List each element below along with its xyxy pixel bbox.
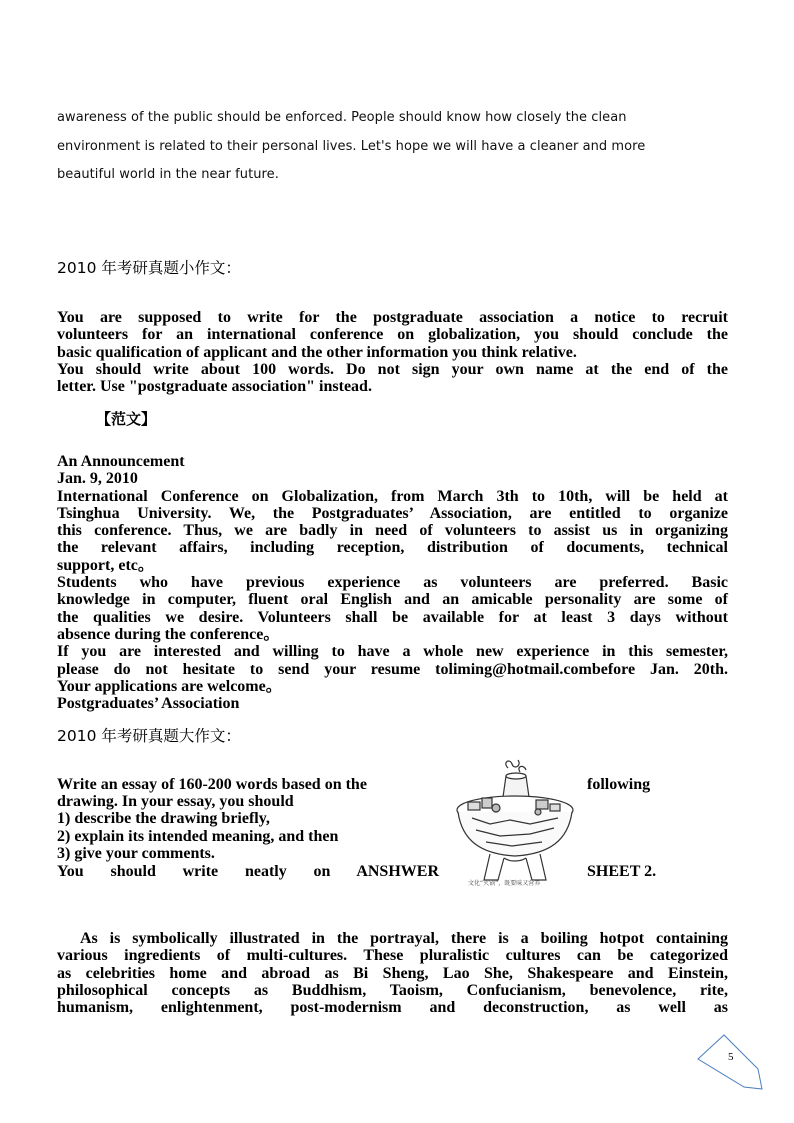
task1-line: basic qualification of applicant and the other information you think relative.: [57, 343, 577, 361]
intro-line: beautiful world in the near future.: [57, 167, 279, 182]
heading-large-composition: 2010 年考研真题大作文：: [57, 727, 241, 745]
essay-line: various ingredients of multi-cultures. These pluralistic cultures can be categorized: [57, 947, 728, 965]
intro-paragraph: [57, 104, 747, 190]
page-number: 5: [728, 1051, 734, 1063]
letter-line: Tsinghua University. We, the Postgraduates’ Association, are entitled to organize: [57, 504, 728, 522]
essay-paragraph: [57, 930, 728, 1016]
letter-line: this conference. Thus, we are badly in need of volunteers to assist us in organizing: [57, 522, 728, 540]
letter-line: please do not hesitate to send your resume toliming@hotmail.combefore Jan. 20th.: [57, 660, 728, 678]
letter-line: knowledge in computer, fluent oral English and an amicable personality are some of: [57, 591, 728, 609]
heading-small-composition: 2010 年考研真题小作文：: [57, 259, 241, 277]
task1-prompt: [57, 309, 728, 395]
letter-date: Jan. 9, 2010: [57, 470, 138, 488]
intro-line: environment is related to their personal lives. Let's hope we will have a cleaner and more: [57, 138, 646, 154]
task2-line: 2) explain its intended meaning, and then: [57, 828, 339, 845]
essay-line: philosophical concepts as Buddhism, Taoism, Confucianism, benevolence, rite,: [57, 981, 728, 999]
letter-title: An Announcement: [57, 453, 185, 470]
task2-line: 3) give your comments.: [57, 845, 215, 862]
task2-line: drawing. In your essay, you should: [57, 793, 294, 810]
letter-line: Students who have previous experience as volunteers are preferred. Basic: [57, 574, 728, 592]
hotpot-drawing: [450, 758, 580, 892]
letter-line: the relevant affairs, including reception, distribution of documents, technical: [57, 539, 728, 557]
hotpot-illustration: [450, 758, 580, 892]
letter-signature: Postgraduates’ Association: [57, 695, 240, 713]
page-number-frame: [696, 1033, 766, 1093]
intro-line: awareness of the public should be enforced. People should know how closely the clean: [57, 110, 627, 125]
task2-line: You should write neatly on ANSHWER: [57, 863, 439, 880]
announcement-letter: [57, 453, 728, 712]
essay-line: as celebrities home and abroad as Bi Sheng, Lao She, Shakespeare and Einstein,: [57, 964, 728, 982]
task1-line: letter. Use "postgraduate association" instead.: [57, 378, 372, 396]
letter-line: Your applications are welcome。: [57, 677, 282, 695]
letter-line: support, etc。: [57, 556, 154, 574]
task1-line: You should write about 100 words. Do not sign your own name at the end of the: [57, 360, 728, 378]
letter-line: If you are interested and willing to have a whole new experience in this semester,: [57, 643, 728, 661]
task1-line: You are supposed to write for the postgraduate association a notice to recruit: [57, 309, 728, 326]
essay-line: As is symbolically illustrated in the portrayal, there is a boiling hotpot containing: [57, 930, 728, 947]
letter-line: the qualities we desire. Volunteers shall be available for at least 3 days without: [57, 608, 728, 626]
illustration-caption: 文化“火锅”，既要味又营养: [468, 880, 541, 887]
essay-line: humanism, enlightenment, post-modernism and deconstruction, as well as: [57, 999, 728, 1017]
task2-line: Write an essay of 160-200 words based on the: [57, 776, 367, 793]
task2-line: SHEET 2.: [587, 863, 657, 880]
task1-line: volunteers for an international conference on globalization, you should conclude the: [57, 326, 728, 344]
task2-line: following: [587, 776, 651, 793]
sample-essay-label: 【范文】: [96, 410, 157, 428]
letter-line: absence during the conference。: [57, 625, 280, 643]
letter-line: International Conference on Globalization, from March 3th to 10th, will be held at: [57, 487, 728, 505]
task2-line: 1) describe the drawing briefly,: [57, 810, 270, 827]
